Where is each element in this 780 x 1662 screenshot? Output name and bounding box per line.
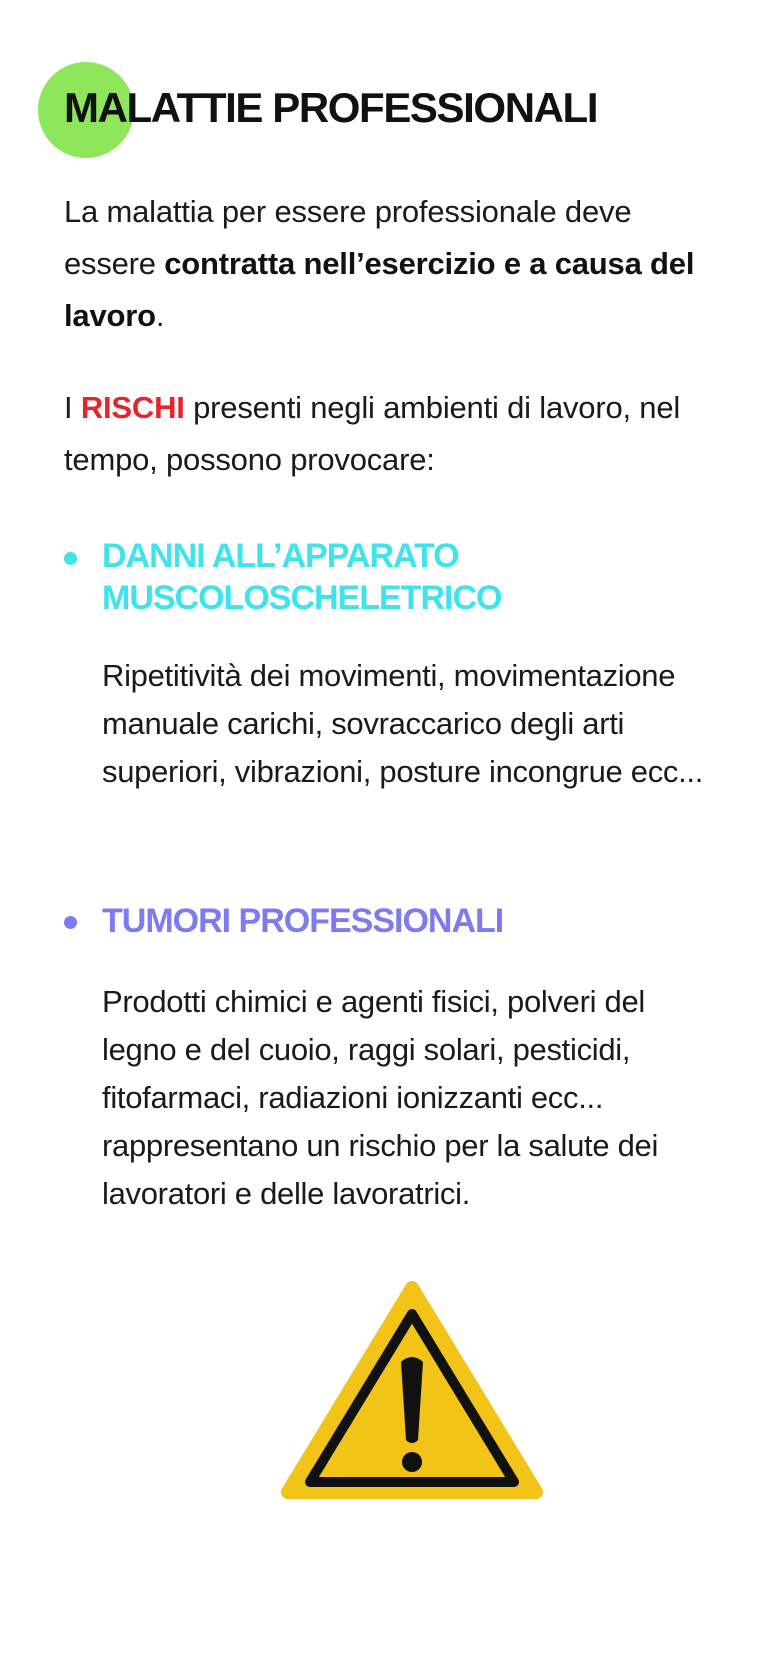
risks-paragraph (64, 382, 724, 486)
risks-highlight: RISCHI (80, 390, 185, 425)
risks-prefix: I (64, 390, 81, 425)
warning-triangle-icon (280, 1280, 544, 1504)
bullet-dot (64, 552, 77, 565)
intro-text: La malattia per essere professionale deve essere (64, 194, 632, 281)
section-heading-line: MUSCOLOSCHELETRICO (102, 579, 502, 617)
section-heading-tumors: TUMORI PROFESSIONALI (102, 902, 504, 940)
intro-bold-text: contratta nell’esercizio e a causa del lavoro (64, 246, 695, 333)
section-heading-musculoskeletal (102, 535, 501, 619)
risks-text: presenti negli ambienti di lavoro, nel tempo, possono provocare: (64, 390, 681, 477)
section-heading-line: DANNI ALL’APPARATO (102, 537, 459, 575)
section-body-tumors: Prodotti chimici e agenti fisici, polveri del legno e del cuoio, raggi solari, pesticidi, fitofarmaci, radiazioni ionizzanti ecc... rappresentano un rischio per la salute dei lavoratori e delle lavoratrici. (102, 984, 659, 1211)
intro-paragraph (64, 186, 724, 342)
section-body-musculoskeletal: Ripetitività dei movimenti, movimentazione manuale carichi, sovraccarico degli arti superiori, vibrazioni, posture incongrue ecc... (102, 658, 704, 789)
page-title: MALATTIE PROFESSIONALI (64, 84, 598, 131)
bullet-dot (64, 916, 77, 929)
intro-end: . (155, 298, 165, 333)
